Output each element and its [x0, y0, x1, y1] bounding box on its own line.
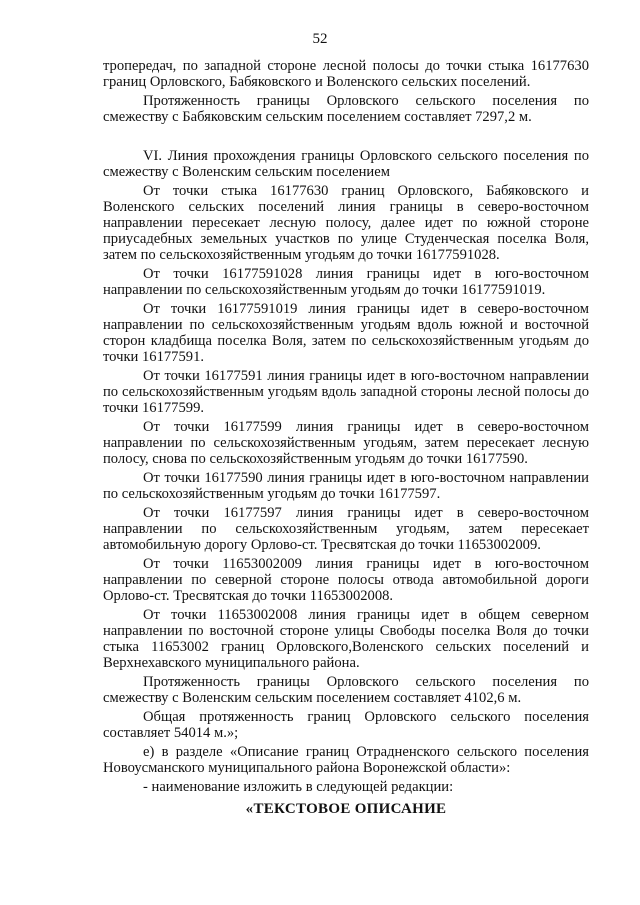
- paragraph-point: От точки 16177590 линия границы идет в юго-восточном направлении по сельскохозяйственным угодьям до точки 16177597.: [103, 470, 589, 502]
- section-heading-vi: VI. Линия прохождения границы Орловского сельского поселения по смежеству с Воленским сельским поселением: [103, 148, 589, 180]
- paragraph-point: От точки 16177599 линия границы идет в северо-восточном направлении по сельскохозяйственным угодьям, затем пересекает лесную полосу, снова по сельскохозяйственным угодьям до точки 16177590.: [103, 419, 589, 467]
- paragraph-point: От точки 16177597 линия границы идет в северо-восточном направлении по сельскохозяйственным угодьям, затем пересекает автомобильную дорогу Орлово-ст. Тресвятская до точки 11653002009.: [103, 505, 589, 553]
- text-description-title: «ТЕКСТОВОЕ ОПИСАНИЕ: [245, 801, 447, 817]
- paragraph-length-babyakovskoe: Протяженность границы Орловского сельского поселения по смежеству с Бабяковским сельским поселением составляет 7297,2 м.: [103, 93, 589, 125]
- paragraph-point: От точки 16177591 линия границы идет в юго-восточном направлении по сельскохозяйственным угодьям вдоль западной стороны лесной полосы до точки 16177599.: [103, 368, 589, 416]
- paragraph-point: От точки стыка 16177630 границ Орловского, Бабяковского и Воленского сельских поселений линия границы в северо-восточном направлении пересекает лесную полосу, далее идет по южной стороне приусадебных земельных участков по улице Студенческая поселка Воля, затем по сельскохозяйственным угодьям до точки 16177591028.: [103, 183, 589, 263]
- paragraph-length-volenskoe: Протяженность границы Орловского сельского поселения по смежеству с Воленским сельским поселением составляет 4102,6 м.: [103, 674, 589, 706]
- paragraph-point: От точки 11653002008 линия границы идет в общем северном направлении по восточной стороне улицы Свободы поселка Воля до точки стыка 11653002 границ Орловского,Воленского сельских поселений и Верхнехавского муниципального района.: [103, 607, 589, 671]
- paragraph-total-length: Общая протяженность границ Орловского сельского поселения составляет 54014 м.»;: [103, 709, 589, 741]
- paragraph-section-e: е) в разделе «Описание границ Отрадненского сельского поселения Новоусманского муниципального района Воронежской области»:: [103, 744, 589, 776]
- paragraph-point: От точки 16177591019 линия границы идет в северо-восточном направлении по сельскохозяйственным угодьям вдоль южной и восточной сторон кладбища поселка Воля, затем по сельскохозяйственным угодьям до точки 16177591.: [103, 301, 589, 365]
- page-number: 52: [312, 31, 328, 47]
- document-body: [103, 58, 589, 832]
- paragraph-point: От точки 11653002009 линия границы идет в юго-восточном направлении по северной стороне полосы отвода автомобильной дороги Орлово-ст. Тресвятская до точки 11653002008.: [103, 556, 589, 604]
- paragraph-point: От точки 16177591028 линия границы идет в юго-восточном направлении по сельскохозяйственным угодьям до точки 16177591019.: [103, 266, 589, 298]
- paragraph-continuation: тропередач, по западной стороне лесной полосы до точки стыка 16177630 границ Орловского, Бабяковского и Воленского сельских поселений.: [103, 58, 589, 90]
- paragraph-naming-instruction: - наименование изложить в следующей редакции:: [143, 779, 454, 795]
